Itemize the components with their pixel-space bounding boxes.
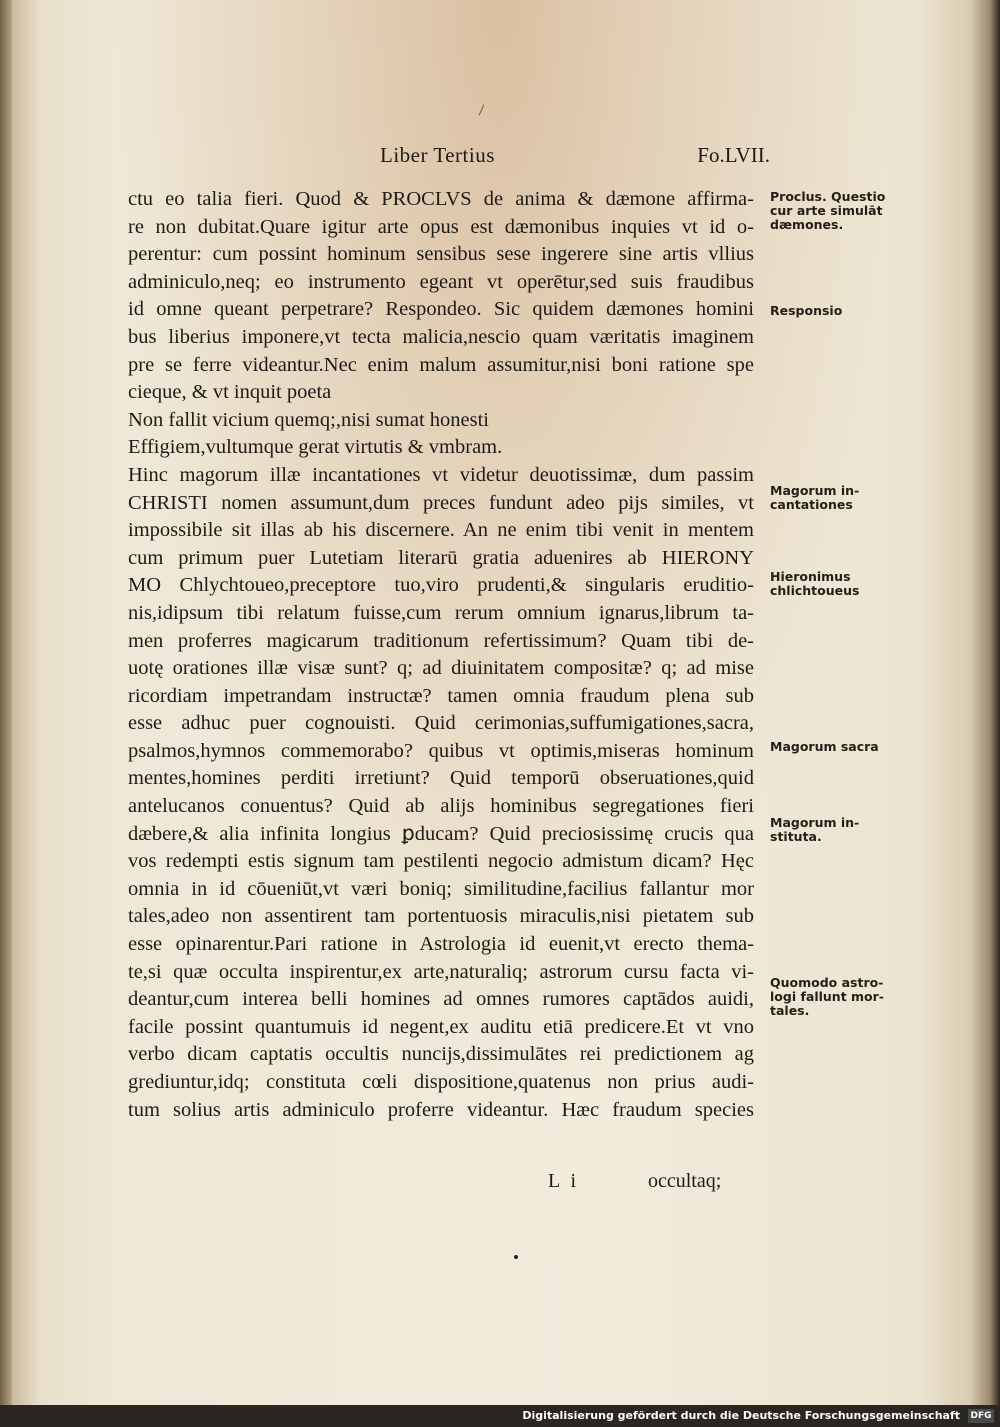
text-line: impossibile sit illas ab his discernere. An ne enim tibi venit in mentem (128, 519, 754, 542)
marginal-note-proclus: Proclus. Questio cur arte simulāt dæmones. (770, 189, 886, 232)
text-line: tum solius artis adminiculo proferre videantur. Hæc fraudum species (128, 1098, 754, 1121)
marginal-note-sacra: Magorum sacra (770, 739, 879, 754)
marginal-note-instituta: Magorum in- stituta. (770, 815, 860, 844)
text-line: pre se ferre videantur.Nec enim malum assumitur,nisi boni ratione spe (128, 353, 754, 376)
text-line: ricordiam impetrandam instructæ? tamen omnia fraudum plena sub (128, 684, 754, 707)
marginal-note-incantationes: Magorum in- cantationes (770, 483, 860, 512)
main-text-block (128, 186, 754, 1124)
text-line: psalmos,hymnos commemorabo? quibus vt optimis,miseras hominum (128, 739, 754, 762)
text-line: vos redempti estis signum tam pestilenti negocio admistum dicam? Hęc (128, 850, 754, 873)
text-line: esse adhuc puer cognouisti. Quid cerimonias,suffumigationes,sacra, (128, 712, 754, 735)
running-title: Liber Tertius (380, 143, 495, 167)
text-line: nis,idipsum tibi relatum fuisse,cum rerum omnium ignarus,librum ta- (128, 601, 754, 624)
text-line: ctu eo talia fieri. Quod & PROCLVS de anima & dæmone affirma- (128, 188, 754, 210)
signature-mark: L i (548, 1170, 580, 1192)
text-line: adminiculo,neq; eo instrumento egeant vt operētur,sed suis fraudibus (128, 270, 754, 293)
ink-mark (479, 104, 485, 115)
text-line: Hinc magorum illæ incantationes vt videtur deuotissimæ, dum passim (128, 463, 754, 486)
text-line: id omne queant perpetrare? Respondeo. Sic quidem dæmones homini (128, 298, 754, 321)
text-line: cum primum puer Lutetiam literarū gratia aduenires ab HIERONY (128, 546, 754, 569)
ink-dot (514, 1255, 518, 1259)
text-line: deantur,cum interea belli homines ad omnes rumores captādos auidi, (128, 988, 754, 1011)
page-gutter-shadow (0, 0, 12, 1405)
text-line: CHRISTI nomen assumunt,dum preces fundunt adeo pijs similes, vt (128, 491, 754, 514)
verse-line: Effigiem,vultumque gerat virtutis & vmbram. (128, 436, 503, 459)
catchword: occultaq; (648, 1170, 722, 1192)
marginal-note-astrologi: Quomodo astro- logi fallunt mor- tales. (770, 975, 884, 1018)
verse-line: Non fallit vicium quemq;,nisi sumat honesti (128, 408, 489, 431)
text-line: perentur: cum possint hominum sensibus sese ingerere sine artis vllius (128, 243, 754, 266)
text-line: te,si quæ occulta inspirentur,ex arte,naturaliq; astrorum cursu facta vi- (128, 960, 754, 983)
dfg-logo: DFG (968, 1409, 994, 1423)
text-line: MO Chlychtoueo,preceptore tuo,viro prudenti,& singularis eruditio- (128, 574, 754, 597)
text-line: men proferres magicarum traditionum refertissimum? Quam tibi de- (128, 629, 754, 652)
text-line: facile possint quantumuis id negent,ex auditu etiā predicere.Et vt vno (128, 1015, 754, 1038)
funding-credit: Digitalisierung gefördert durch die Deutsche Forschungsgemeinschaft (522, 1409, 960, 1422)
text-line: esse opinarentur.Pari ratione in Astrologia id euenit,vt erecto thema- (128, 933, 754, 956)
text-line: uotę orationes illæ visæ sunt? q; ad diuinitatem compositæ? q; ad mise (128, 657, 754, 680)
text-line: tales,adeo non assentirent tam portentuosis miraculis,nisi pietatem sub (128, 905, 754, 928)
text-line: verbo dicam captatis occultis nuncijs,dissimulātes rei predictionem ag (128, 1043, 754, 1066)
page-edge-shadow (990, 0, 1000, 1405)
text-line: omnia in id cōueniūt,vt væri boniq; similitudine,facilius fallantur mor (128, 877, 754, 900)
digitization-footer (0, 1405, 1000, 1427)
folio-number: Fo.LVII. (697, 143, 770, 167)
text-line: bus liberius imponere,vt tecta malicia,nescio quam væritatis imaginem (128, 325, 754, 348)
marginal-note-responsio: Responsio (770, 303, 843, 318)
text-line: re non dubitat.Quare igitur arte opus est dæmonibus inquies vt id o- (128, 215, 754, 238)
text-line: mentes,homines perditi irretiunt? Quid temporū obseruationes,quid (128, 767, 754, 790)
text-line: cieque, & vt inquit poeta (128, 381, 332, 404)
running-header (380, 143, 770, 177)
text-line: dæbere,& alia infinita longius ꝑducam? Quid preciosissimę crucis qua (128, 822, 754, 845)
text-line: grediuntur,idq; constituta cœli dispositione,quatenus non prius audi- (128, 1071, 754, 1093)
text-line: antelucanos conuentus? Quid ab alijs hominibus segregationes fieri (128, 795, 754, 818)
marginal-note-hieronimus: Hieronimus chlichtoueus (770, 569, 860, 598)
